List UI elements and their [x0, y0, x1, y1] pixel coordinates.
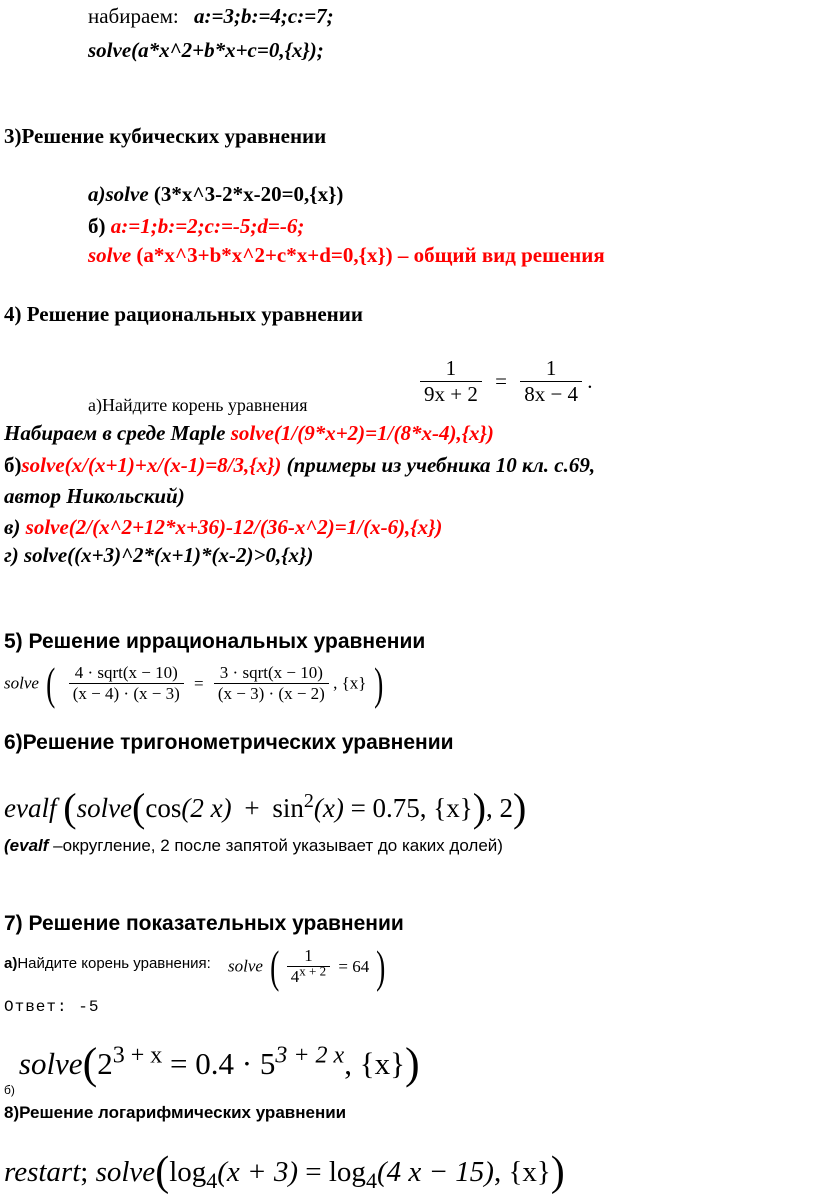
- trig-note: [4, 836, 503, 856]
- solve-quadratic-code: solve(a*x^2+b*x+c=0,{x});: [88, 38, 324, 62]
- exp-b-solve: solve: [18, 1046, 83, 1081]
- typing-line: [88, 4, 334, 29]
- rational-equation: [420, 356, 593, 407]
- trig-rhs: = 0.75, {x}: [350, 793, 473, 823]
- exp-a-equation: [228, 940, 389, 993]
- trig-sin: sin: [272, 793, 304, 823]
- section-3-heading: 3)Решение кубических уравнении: [4, 124, 327, 148]
- irrational-close-paren: ): [373, 658, 383, 709]
- trig-plus: +: [244, 793, 260, 823]
- cubic-b-line: [88, 214, 304, 239]
- trig-close-paren-inner: ): [472, 785, 487, 830]
- exp-b-equation: [18, 1039, 420, 1088]
- irrational-den-left: (x − 4) · (x − 3): [69, 683, 184, 704]
- rational-den-left: 9x + 2: [420, 381, 482, 407]
- rational-v-cmd: solve(2/(x^2+12*x+36)-12/(36-x^2)=1/(x-6),{x}): [25, 515, 443, 539]
- rational-b-prefix: б): [4, 453, 22, 477]
- irrational-set: , {x}: [333, 673, 367, 693]
- exp-b-prefix: б): [4, 1083, 15, 1097]
- cubic-b-prefix: б): [88, 214, 111, 238]
- log-close-paren: ): [550, 1149, 565, 1195]
- rational-frac-left: [420, 356, 482, 407]
- rational-b-cmd: solve(x/(x+1)+x/(x-1)=8/3,{x}): [21, 453, 282, 477]
- log-solve: solve: [95, 1156, 156, 1188]
- log-semicolon: ;: [80, 1156, 89, 1188]
- exp-a-solve: solve: [228, 956, 263, 976]
- exp-a-frac: [287, 946, 330, 987]
- log-restart: restart: [4, 1156, 81, 1188]
- trig-evalf: evalf: [4, 793, 57, 823]
- trig-open-paren-outer: (: [63, 785, 77, 830]
- rational-v-line: [4, 515, 442, 540]
- log-equals: =: [305, 1156, 322, 1188]
- rational-task-label: а)Найдите корень уравнения: [88, 395, 308, 415]
- exp-b-line: [4, 1038, 420, 1097]
- exp-a-rhs: = 64: [338, 956, 370, 976]
- trig-close-paren-outer: ): [513, 785, 527, 830]
- trig-cos-arg: (2 x): [181, 793, 232, 823]
- log-fn-2: log: [328, 1156, 366, 1188]
- exp-a-prefix: а): [4, 955, 18, 972]
- cubic-a-prefix: а): [88, 182, 106, 206]
- exp-a-open-paren: (: [270, 941, 280, 992]
- assign-code: a:=3;b:=4;c:=7;: [194, 4, 334, 28]
- irrational-equation: [4, 657, 386, 710]
- exp-a-line: [4, 955, 211, 972]
- rational-v-prefix: в): [4, 515, 26, 539]
- rational-b-line: [4, 453, 595, 478]
- cubic-a-solve: solve: [105, 182, 149, 206]
- log-set: , {x}: [493, 1156, 551, 1188]
- section-6-heading: 6)Решение тригонометрических уравнении: [4, 731, 454, 754]
- exp-b-open-paren: (: [82, 1039, 98, 1088]
- log-arg-2: (4 x − 15): [376, 1156, 494, 1188]
- section-5-heading: 5) Решение иррациональных уравнении: [4, 630, 426, 653]
- exp-a-num: 1: [304, 946, 313, 965]
- rational-b-note: (примеры из учебника 10 кл. с.69,: [281, 453, 596, 477]
- exp-a-answer: Ответ: -5: [4, 998, 100, 1016]
- rational-den-right: 8x − 4: [520, 381, 582, 407]
- trig-digits: , 2: [486, 793, 514, 823]
- trig-cos: cos: [145, 793, 182, 823]
- rational-equals: =: [495, 369, 507, 393]
- irrational-solve: solve: [4, 673, 39, 693]
- irrational-frac-right: [214, 663, 329, 704]
- maple-line: [4, 421, 494, 446]
- exp-a-den: [287, 963, 330, 987]
- section-8-heading: 8)Решение логарифмических уравнении: [4, 1103, 347, 1122]
- log-base-1: 4: [206, 1167, 218, 1193]
- section-4-heading: 4) Решение рациональных уравнении: [4, 302, 363, 326]
- cubic-a-line: [88, 182, 343, 207]
- trig-sin-arg: (x): [313, 793, 344, 823]
- trig-solve: solve: [76, 793, 133, 823]
- irrational-num-left: 4 · sqrt(x − 10): [74, 663, 178, 682]
- log-fn-1: log: [169, 1156, 207, 1188]
- trig-note-text: –округление, 2 после запятой указывает до каких долей): [48, 836, 503, 855]
- exp-a-base: 4: [290, 967, 300, 986]
- rational-num-left: 1: [445, 356, 457, 380]
- log-open-paren: (: [155, 1149, 170, 1195]
- section-7-heading: 7) Решение показательных уравнении: [4, 912, 404, 935]
- exp-a-close-paren: ): [376, 941, 386, 992]
- trig-equation: [4, 784, 526, 831]
- cubic-general-expr: (a*x^3+b*x^2+c*x+d=0,{x}) – общий вид решения: [131, 243, 605, 267]
- irrational-num-right: 3 · sqrt(x − 10): [219, 663, 323, 682]
- maple-label: Набираем в среде Maple: [4, 421, 231, 445]
- irrational-den-right: (x − 3) · (x − 2): [214, 683, 329, 704]
- rational-b-note-author: автор Никольский): [4, 484, 185, 508]
- cubic-general-solve: solve: [88, 243, 132, 267]
- rational-frac-right: [520, 356, 582, 407]
- exp-b-close-paren: ): [404, 1039, 420, 1088]
- irrational-frac-left: [69, 663, 184, 704]
- exp-b-exponent-2: 3 + 2 x: [275, 1042, 345, 1069]
- log-arg-1: (x + 3): [217, 1156, 299, 1188]
- exp-b-exponent-1: 3 + x: [112, 1042, 163, 1069]
- typing-label: набираем:: [88, 4, 179, 28]
- irrational-open-paren: (: [46, 658, 56, 709]
- trig-sin-power: 2: [303, 790, 314, 812]
- rational-period: .: [587, 369, 593, 393]
- cubic-a-expr: (3*x^3-2*x-20=0,{x}): [148, 182, 344, 206]
- rational-g-line: г) solve((x+3)^2*(x+1)*(x-2)>0,{x}): [4, 543, 314, 567]
- exp-b-base: 2: [97, 1046, 113, 1081]
- log-equation: [4, 1148, 565, 1196]
- exp-a-exponent: x + 2: [299, 963, 327, 979]
- cubic-general-line: [88, 243, 605, 268]
- trig-open-paren-inner: (: [132, 785, 146, 830]
- log-base-2: 4: [365, 1167, 377, 1193]
- trig-note-evalf: (evalf: [4, 836, 49, 855]
- rational-num-right: 1: [545, 356, 557, 380]
- irrational-equals: =: [194, 673, 204, 693]
- cubic-b-assign: a:=1;b:=2;c:=-5;d=-6;: [110, 214, 305, 238]
- exp-b-set: , {x}: [344, 1046, 405, 1081]
- maple-cmd: solve(1/(9*x+2)=1/(8*x-4),{x}): [230, 421, 494, 445]
- exp-a-label: Найдите корень уравнения:: [17, 955, 211, 972]
- exp-b-mid: = 0.4 · 5: [170, 1046, 276, 1081]
